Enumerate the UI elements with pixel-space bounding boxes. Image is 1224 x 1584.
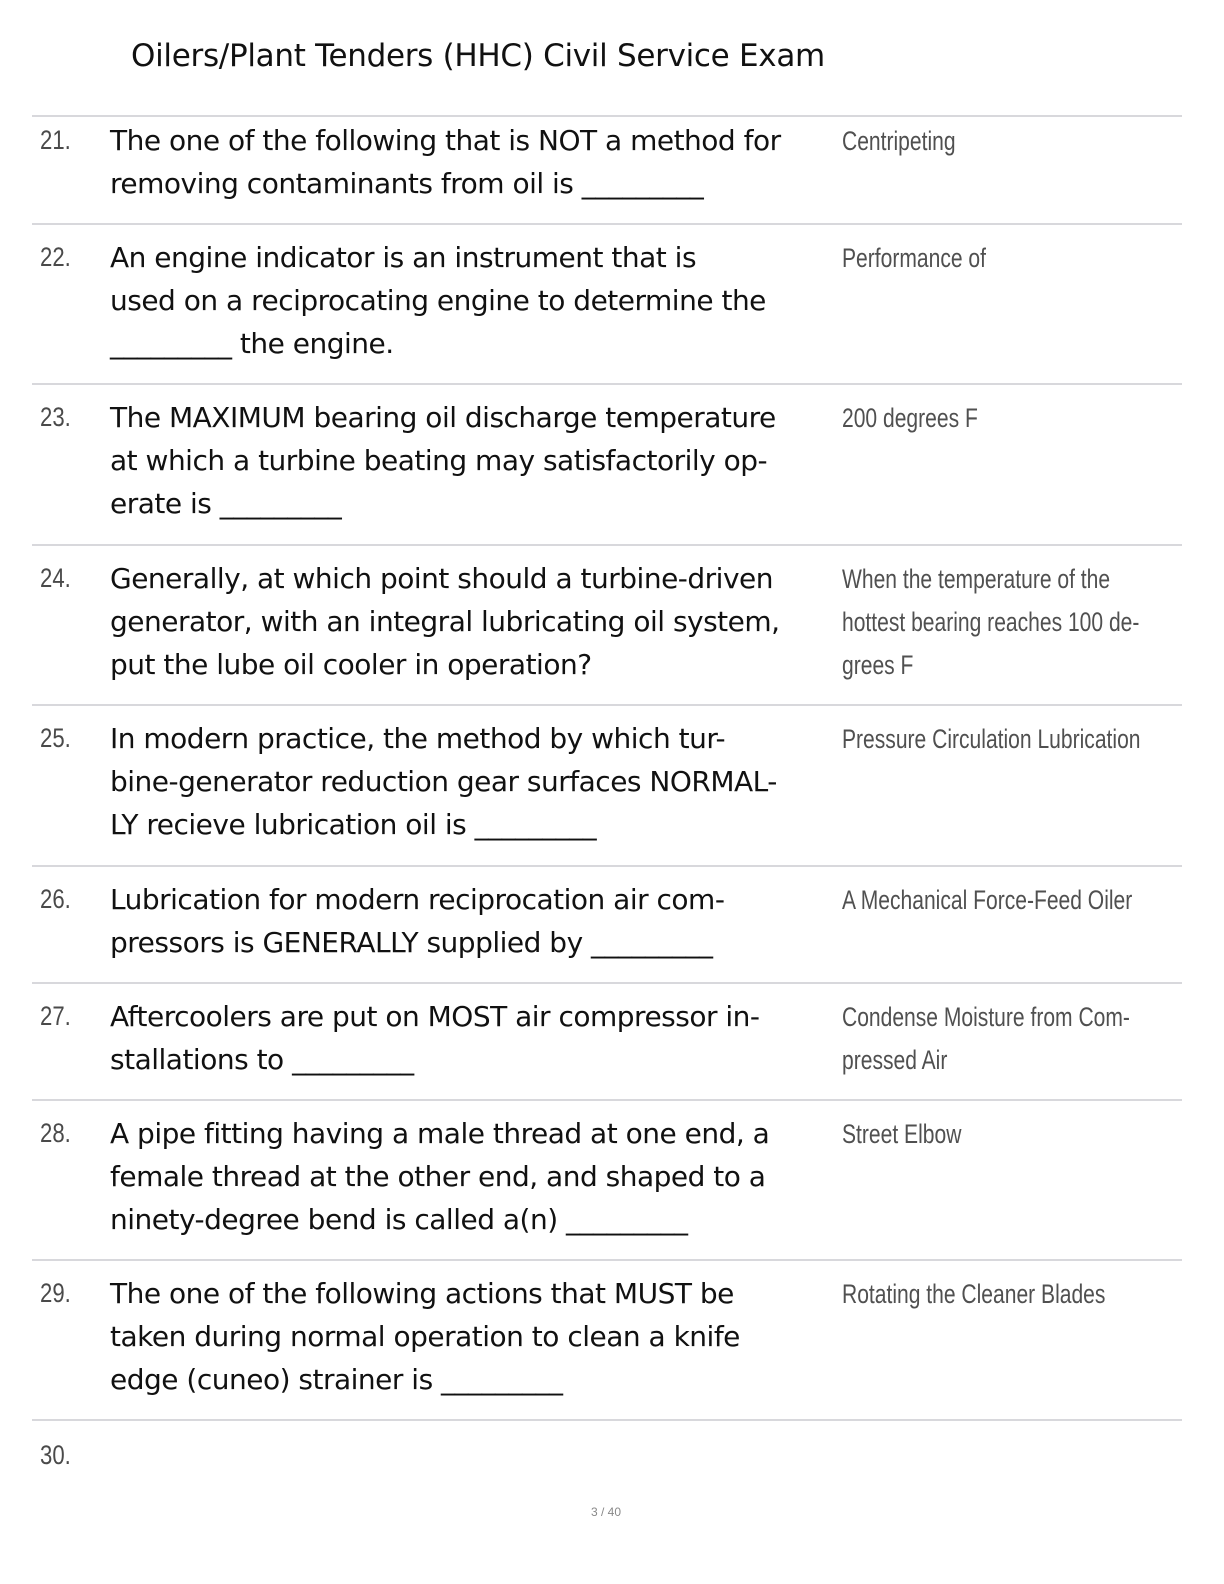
question-line: LY recieve lubrication oil is _________: [110, 808, 597, 841]
question-number: 27.: [40, 1001, 71, 1031]
question-text: [110, 396, 845, 525]
answer-line: Street Elbow: [842, 1119, 962, 1149]
question-text: [110, 1272, 845, 1401]
question-number: 21.: [40, 125, 71, 155]
answer-text: [842, 879, 1146, 922]
answer-line: Condense Moisture from Com-: [842, 1002, 1130, 1032]
question-number: 26.: [40, 884, 71, 914]
question-line: erate is _________: [110, 487, 342, 520]
divider: [32, 1259, 1182, 1261]
question-line: removing contaminants from oil is _________: [110, 167, 704, 200]
question-line: used on a reciprocating engine to determine the: [110, 284, 766, 317]
question-text: [110, 119, 845, 205]
answer-text: [842, 1273, 1146, 1316]
answer-line: grees F: [842, 650, 914, 680]
question-line: A pipe fitting having a male thread at one end, a: [110, 1117, 770, 1150]
question-line: Lubrication for modern reciprocation air com-: [110, 883, 725, 916]
page-title: Oilers/Plant Tenders (HHC) Civil Service Exam: [131, 38, 825, 74]
question-line: generator, with an integral lubricating oil system,: [110, 605, 780, 638]
question-number: 30.: [40, 1440, 71, 1470]
question-line: pressors is GENERALLY supplied by _________: [110, 926, 713, 959]
answer-line: Rotating the Cleaner Blades: [842, 1279, 1106, 1309]
question-line: An engine indicator is an instrument that is: [110, 241, 697, 274]
answer-text: [842, 1113, 1146, 1156]
answer-line: A Mechanical Force-Feed Oiler: [842, 885, 1133, 915]
question-line: The one of the following that is NOT a method for: [110, 124, 781, 157]
divider: [32, 982, 1182, 984]
question-line: The MAXIMUM bearing oil discharge temperature: [110, 401, 776, 434]
answer-text: [842, 397, 1146, 440]
question-text: [110, 717, 845, 846]
question-text: [110, 1112, 845, 1241]
question-line: taken during normal operation to clean a knife: [110, 1320, 740, 1353]
question-line: In modern practice, the method by which tur-: [110, 722, 726, 755]
question-line: Generally, at which point should a turbine-driven: [110, 562, 774, 595]
question-number: 29.: [40, 1278, 71, 1308]
answer-line: Centripeting: [842, 126, 956, 156]
question-text: [110, 995, 845, 1081]
question-line: at which a turbine beating may satisfactorily op-: [110, 444, 768, 477]
page-number: 3 / 40: [590, 1505, 622, 1519]
answer-line: When the temperature of the: [842, 564, 1111, 594]
question-line: Aftercoolers are put on MOST air compressor in-: [110, 1000, 760, 1033]
question-number: 24.: [40, 563, 71, 593]
answer-line: Pressure Circulation Lubrication: [842, 724, 1141, 754]
question-number: 23.: [40, 402, 71, 432]
answer-line: pressed Air: [842, 1045, 948, 1075]
divider: [32, 1419, 1182, 1421]
question-text: [110, 557, 845, 686]
answer-line: hottest bearing reaches 100 de-: [842, 607, 1140, 637]
question-text: [110, 878, 845, 964]
question-line: put the lube oil cooler in operation?: [110, 648, 592, 681]
question-line: ninety-degree bend is called a(n) _________: [110, 1203, 688, 1236]
question-line: edge (cuneo) strainer is _________: [110, 1363, 563, 1396]
divider: [32, 1099, 1182, 1101]
answer-text: [842, 120, 1146, 163]
answer-line: 200 degrees F: [842, 403, 978, 433]
divider: [32, 115, 1182, 117]
divider: [32, 544, 1182, 546]
question-number: 25.: [40, 723, 71, 753]
answer-line: Performance of: [842, 243, 986, 273]
question-text: [110, 236, 845, 365]
question-number: 22.: [40, 242, 71, 272]
question-line: _________ the engine.: [110, 327, 394, 360]
answer-text: [842, 718, 1146, 761]
question-line: bine-generator reduction gear surfaces NORMAL-: [110, 765, 777, 798]
answer-text: [842, 558, 1146, 687]
question-line: female thread at the other end, and shaped to a: [110, 1160, 766, 1193]
divider: [32, 865, 1182, 867]
divider: [32, 383, 1182, 385]
divider: [32, 704, 1182, 706]
answer-text: [842, 996, 1146, 1082]
divider: [32, 223, 1182, 225]
question-line: stallations to _________: [110, 1043, 414, 1076]
answer-text: [842, 237, 1146, 280]
question-number: 28.: [40, 1118, 71, 1148]
question-line: The one of the following actions that MUST be: [110, 1277, 734, 1310]
